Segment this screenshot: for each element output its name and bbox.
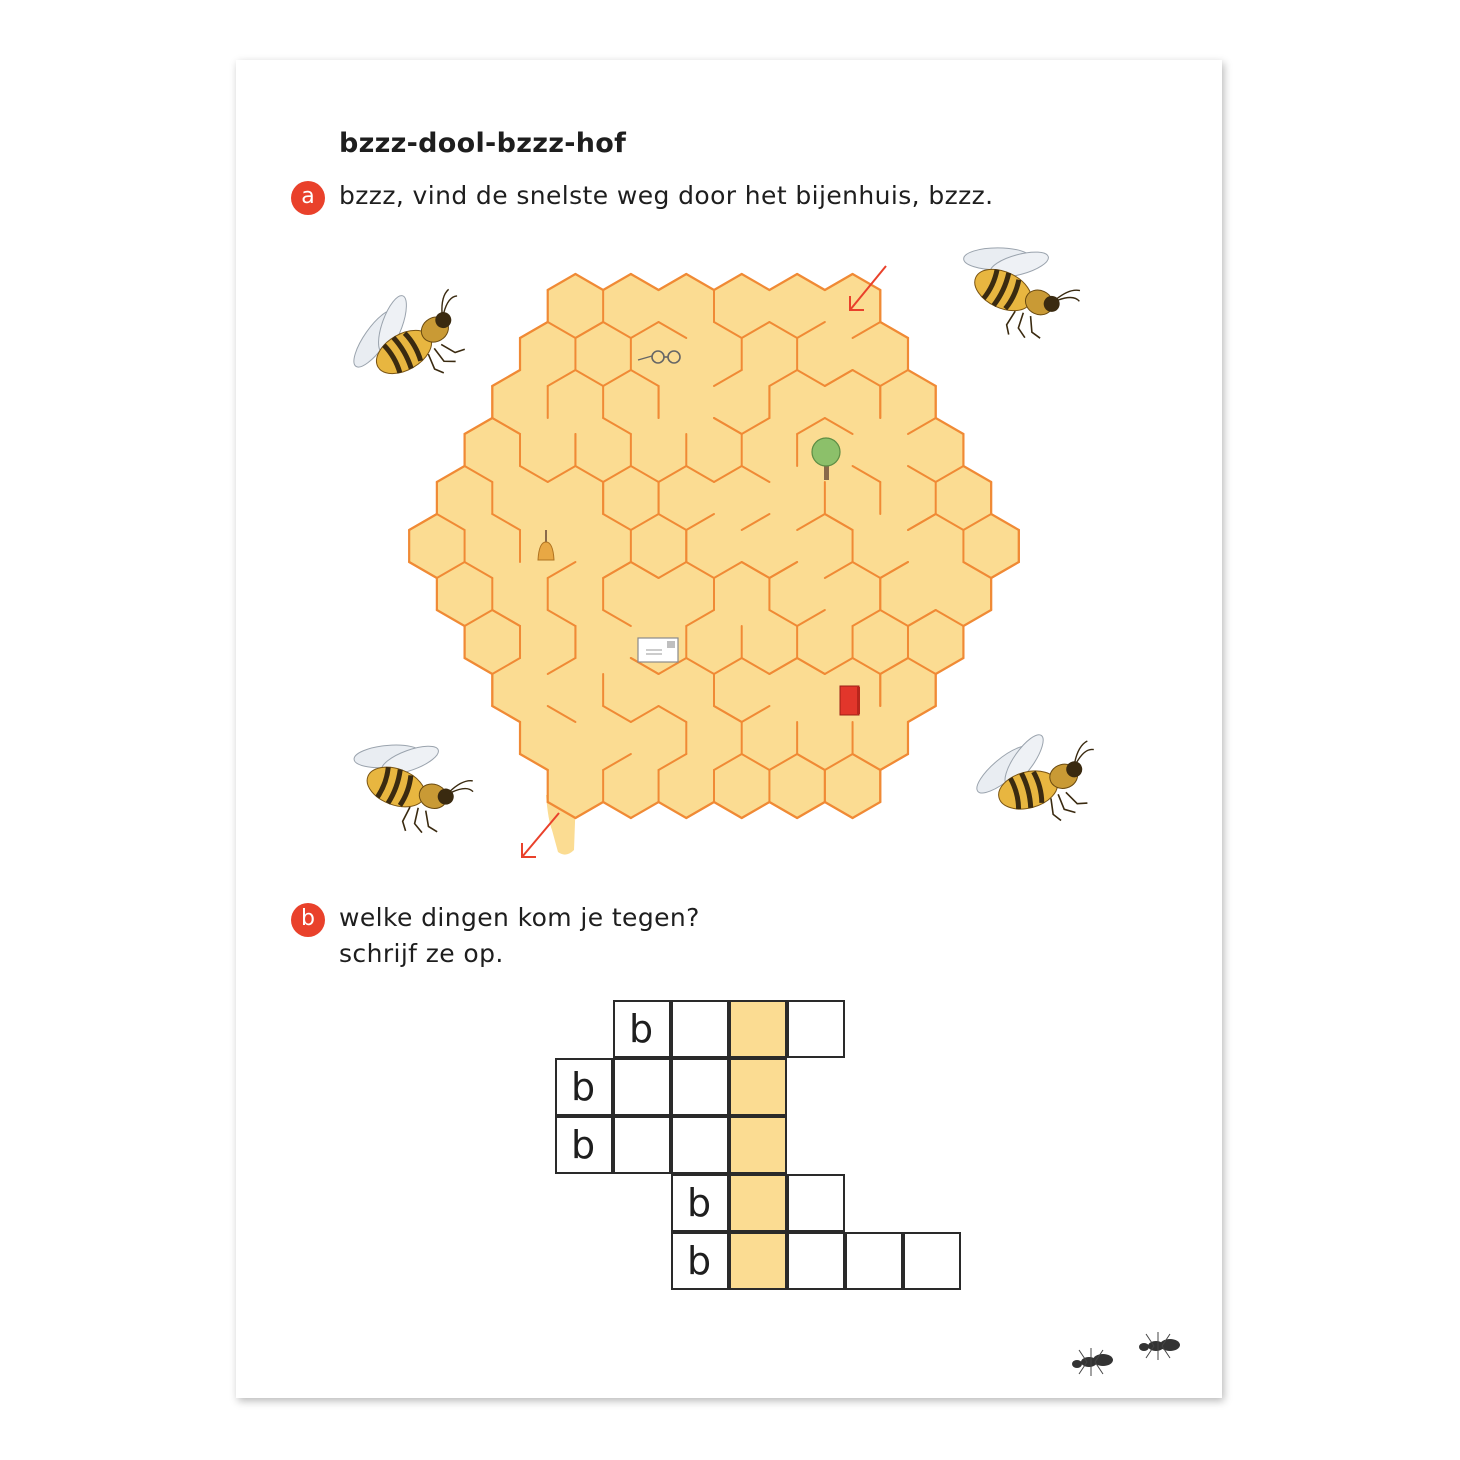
- grid-start-letter: b: [571, 1123, 596, 1167]
- grid-start-letter: b: [629, 1007, 654, 1051]
- grid-start-letter: b: [687, 1181, 712, 1225]
- page-title: bzzz-dool-bzzz-hof: [339, 128, 627, 159]
- grid-start-letter: b: [571, 1065, 596, 1109]
- task-b-instruction: welke dingen kom je tegen?: [339, 903, 700, 932]
- task-b-subinstruction: schrijf ze op.: [339, 939, 504, 968]
- task-a-badge: a: [291, 181, 325, 215]
- worksheet-page: [236, 60, 1222, 1398]
- task-a-instruction: bzzz, vind de snelste weg door het bijenhuis, bzzz.: [339, 181, 994, 210]
- ant-icon: [1139, 1332, 1180, 1360]
- ants-illustration: [236, 60, 1222, 1398]
- ant-icon: [1072, 1348, 1113, 1376]
- grid-start-letter: b: [687, 1239, 712, 1283]
- task-b-badge: b: [291, 903, 325, 937]
